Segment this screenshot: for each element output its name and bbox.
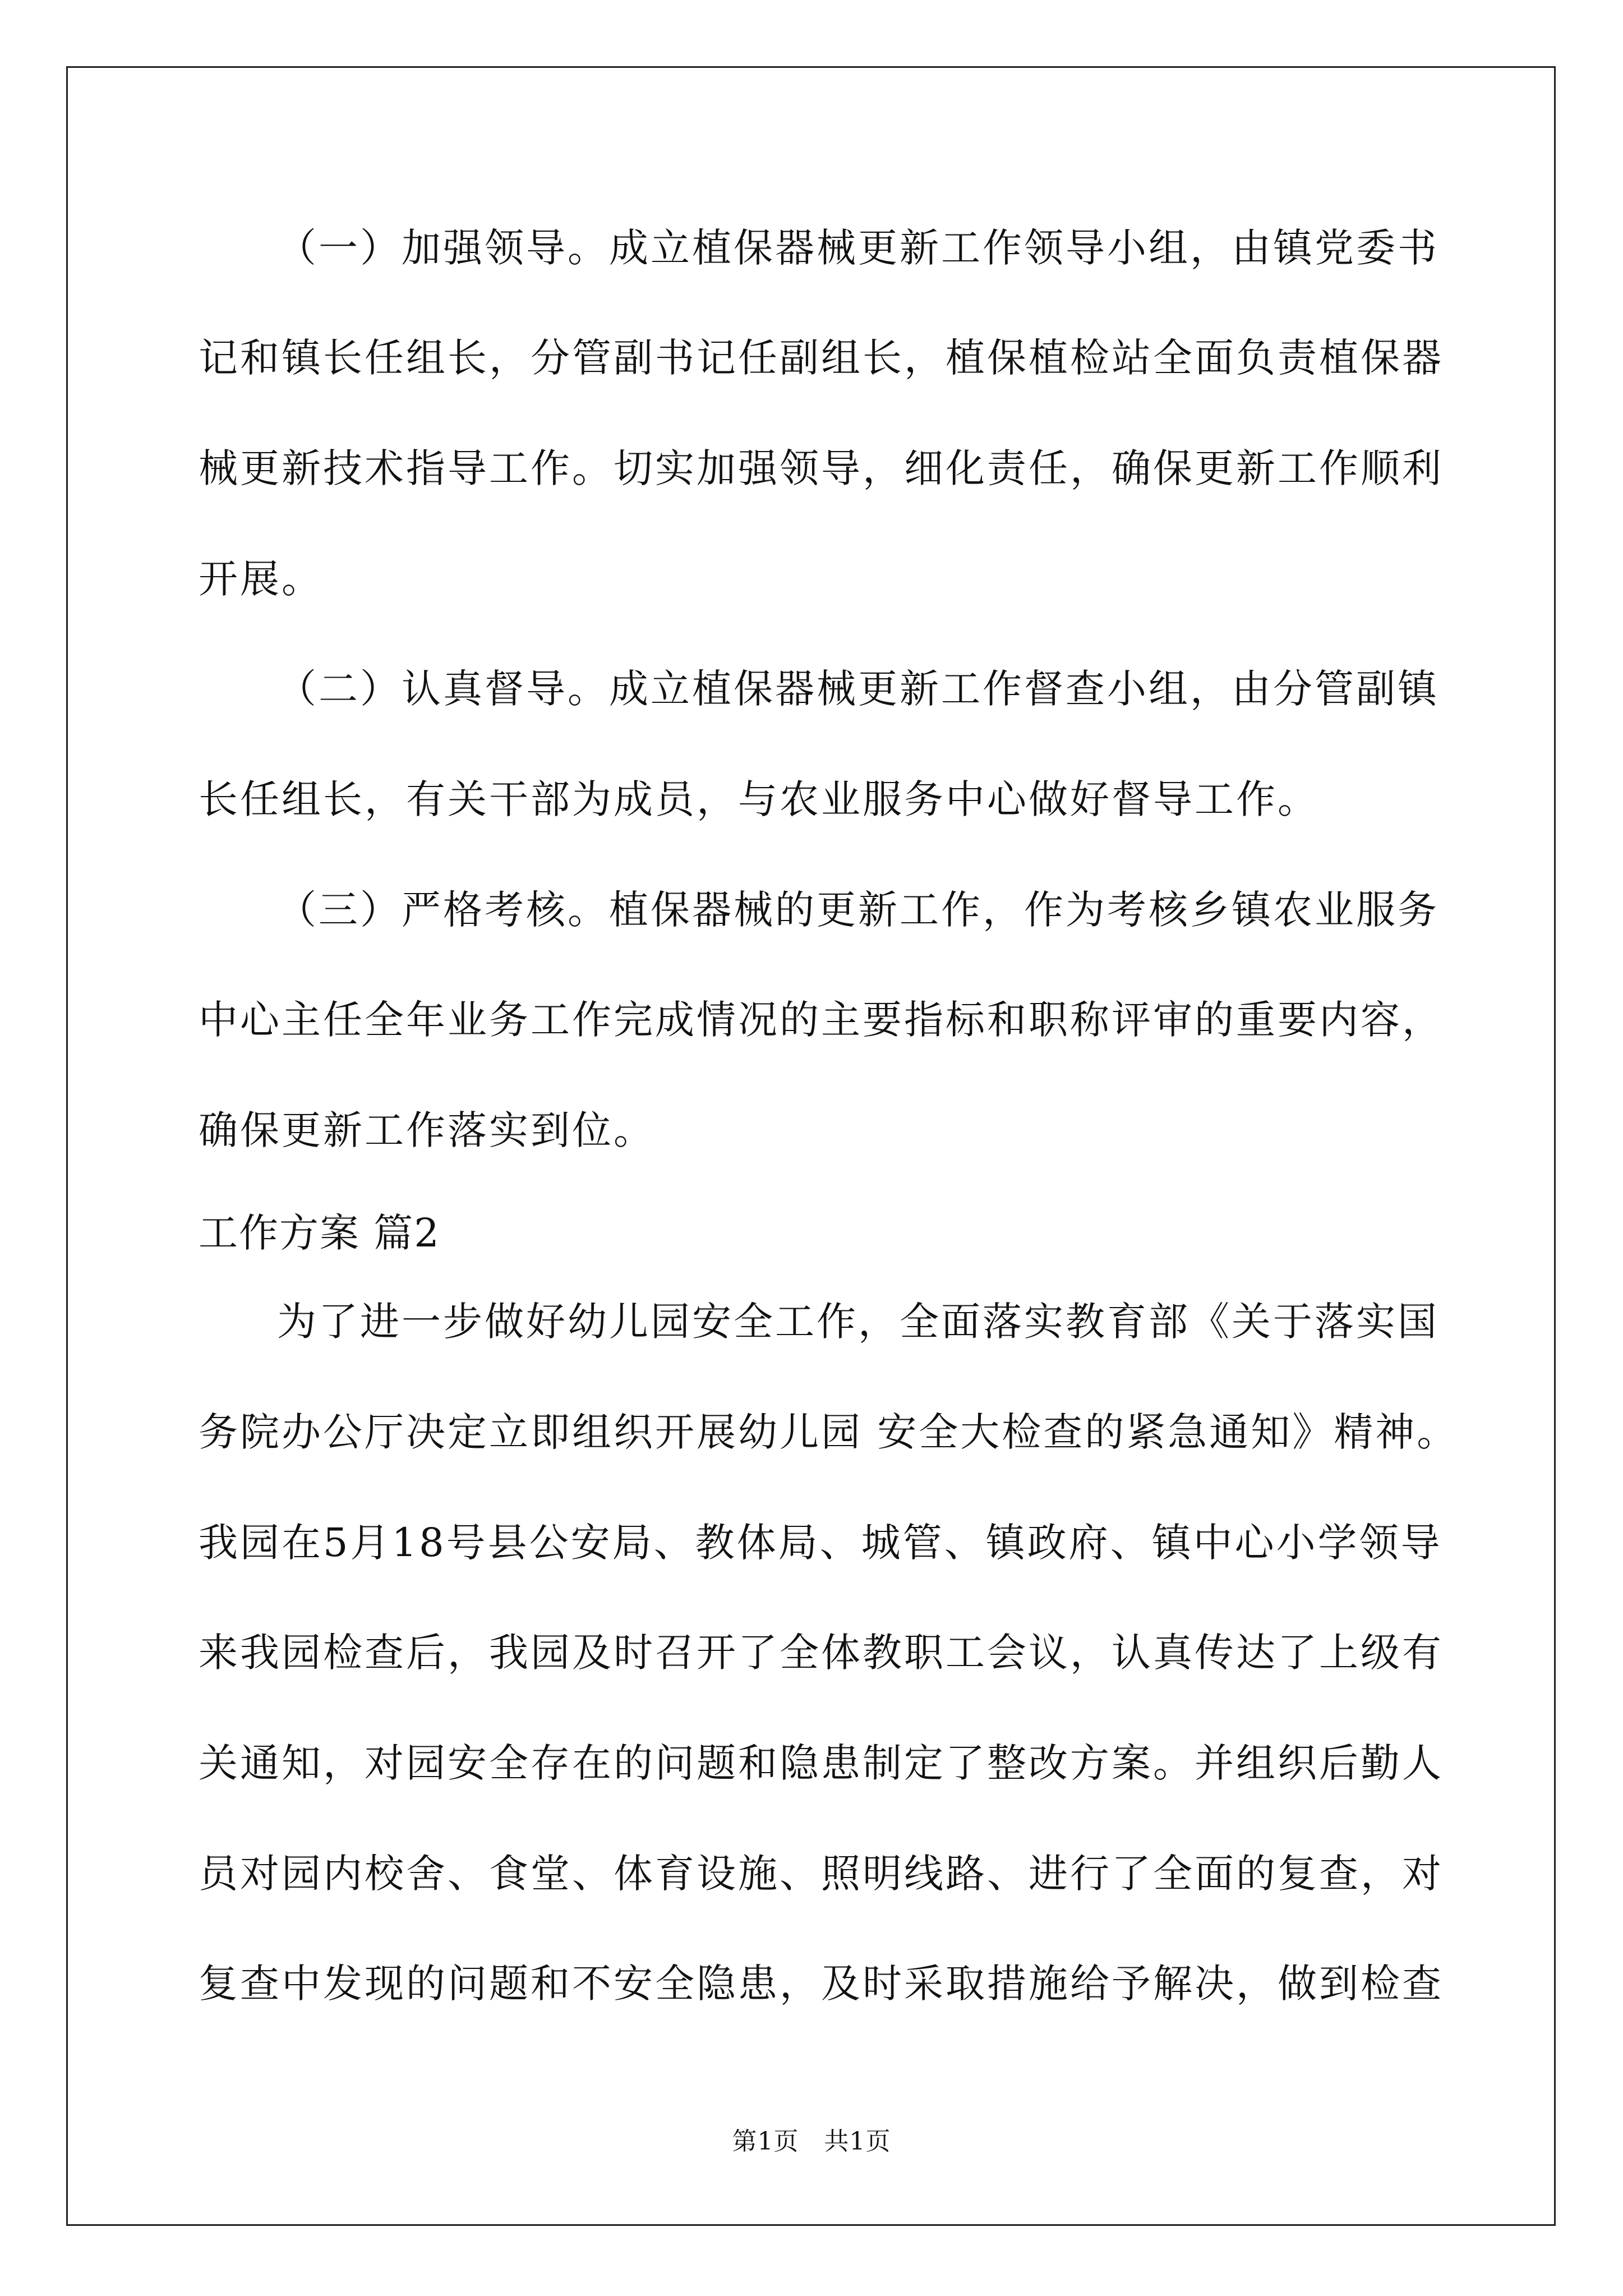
page-footer: 第1页 共1页	[732, 2127, 891, 2156]
section-paragraph-line-4: 来我园检查后，我园及时召开了全体教职工会议，认真传达了上级有	[199, 1630, 1444, 1676]
section-paragraph-line-7: 复查中发现的问题和不安全隐患，及时采取措施给予解决，做到检查	[199, 1961, 1444, 2007]
paragraph-3-line-1: （三）严格考核。植保器械的更新工作，作为考核乡镇农业服务	[277, 887, 1439, 933]
section-paragraph-line-1: 为了进一步做好幼儿园安全工作，全面落实教育部《关于落实国	[277, 1299, 1439, 1345]
section-paragraph-line-6: 员对园内校舍、食堂、体育设施、照明线路、进行了全面的复查，对	[199, 1851, 1444, 1897]
paragraph-2-line-1: （二）认真督导。成立植保器械更新工作督查小组，由分管副镇	[277, 666, 1439, 712]
paragraph-3-line-2: 中心主任全年业务工作完成情况的主要指标和职称评审的重要内容，	[199, 997, 1444, 1043]
section-paragraph-line-2: 务院办公厅决定立即组织开展幼儿园 安全大检查的紧急通知》精神。	[199, 1409, 1459, 1455]
section-paragraph-line-3: 我园在5月18号县公安局、教体局、城管、镇政府、镇中心小学领导	[199, 1520, 1442, 1566]
paragraph-1-line-2: 记和镇长任组长，分管副书记任副组长，植保植检站全面负责植保器	[199, 335, 1444, 381]
paragraph-1-line-4: 开展。	[199, 556, 323, 602]
section-heading: 工作方案 篇2	[199, 1210, 440, 1256]
paragraph-1-line-3: 械更新技术指导工作。切实加强领导，细化责任，确保更新工作顺利	[199, 445, 1444, 491]
paragraph-1-line-1: （一）加强领导。成立植保器械更新工作领导小组，由镇党委书	[277, 225, 1439, 271]
paragraph-3-line-3: 确保更新工作落实到位。	[199, 1107, 655, 1153]
section-paragraph-line-5: 关通知，对园安全存在的问题和隐患制定了整改方案。并组织后勤人	[199, 1740, 1444, 1786]
paragraph-2-line-2: 长任组长，有关干部为成员，与农业服务中心做好督导工作。	[199, 776, 1319, 822]
